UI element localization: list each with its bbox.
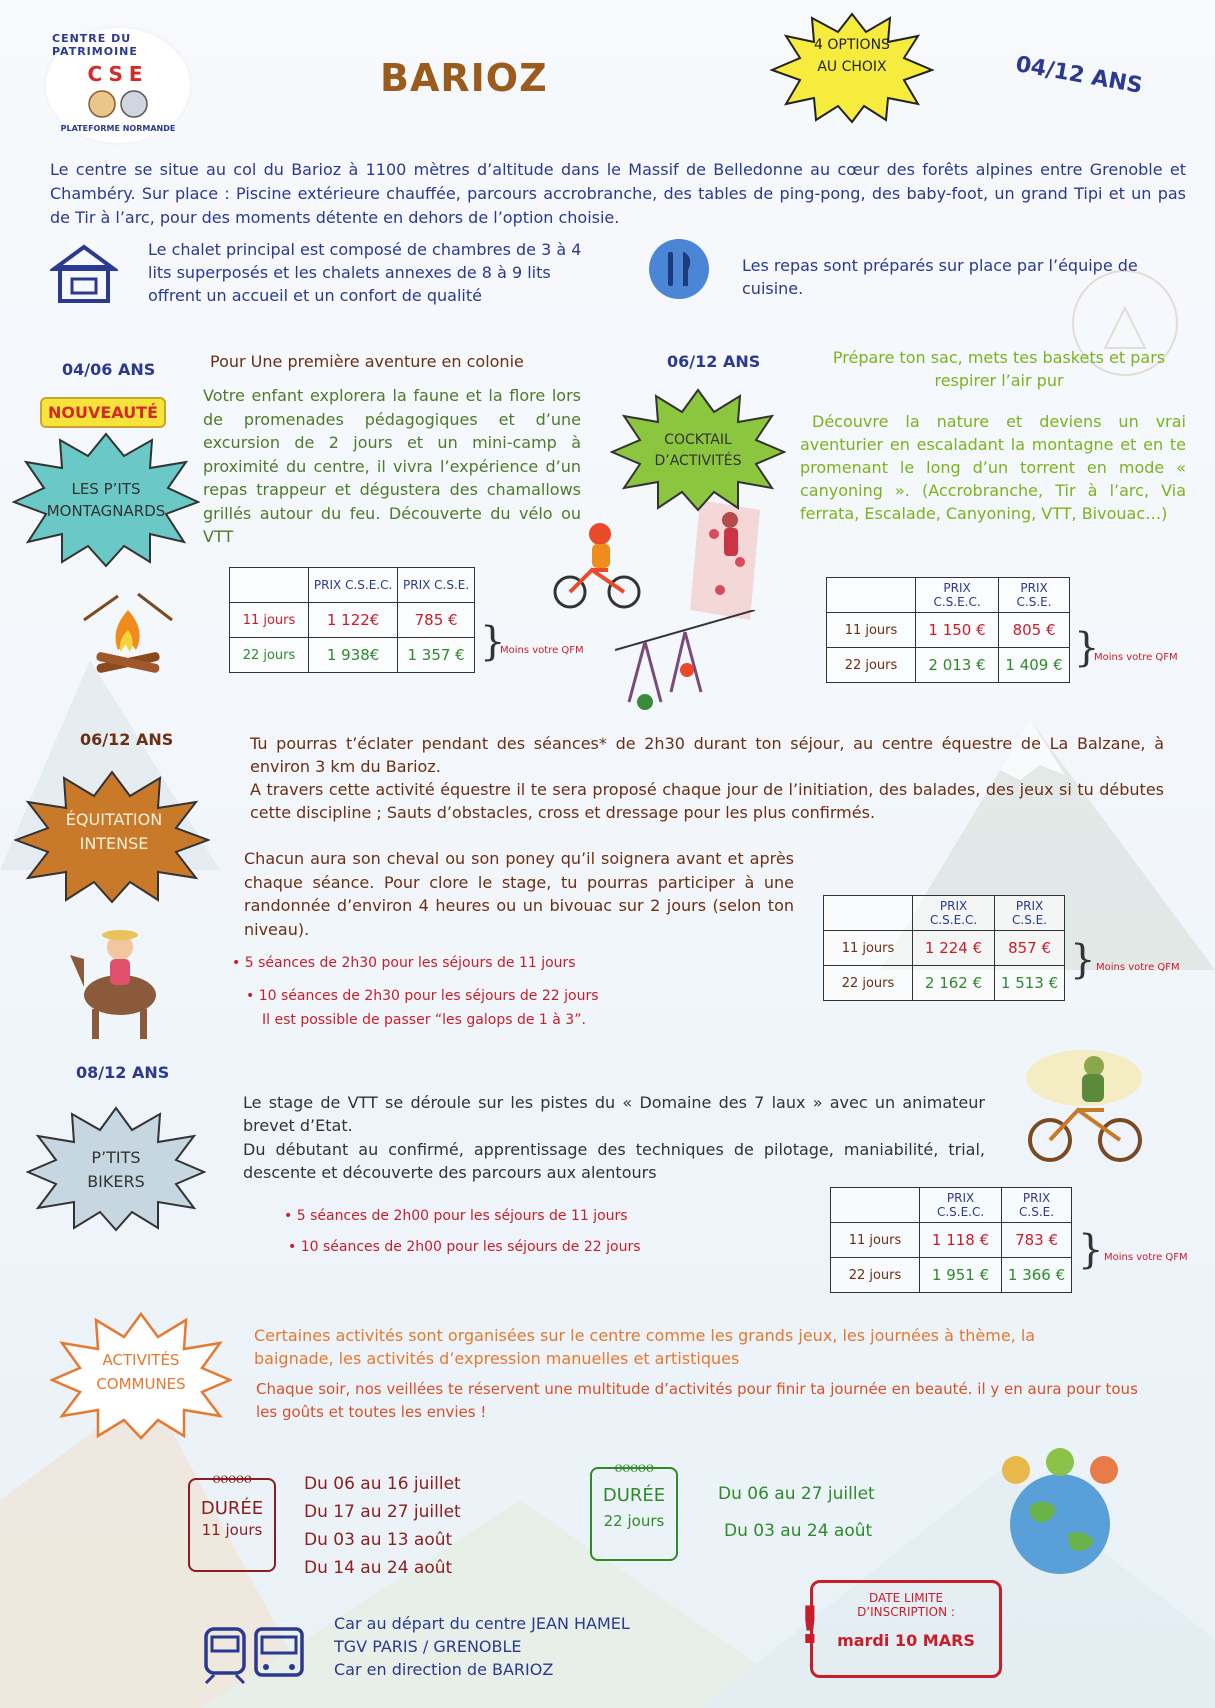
mountain-biker-illustration: [1020, 1048, 1148, 1166]
bikers-qfm: Moins votre QFM: [1104, 1252, 1188, 1263]
bikers-text-2: Du débutant au confirmé, apprentissage des techniques de pilotage, maniabilité, trial, descente et découverte des parcours aux alentours: [243, 1140, 985, 1182]
options-badge-line2: AU CHOIX: [817, 59, 887, 75]
climber-illustration: [690, 500, 770, 620]
table-row: [824, 966, 1065, 1001]
row-label: 11 jours: [824, 931, 913, 966]
price-csec: 1 150 €: [916, 613, 999, 648]
col-header-cse: PRIX C.S.E.: [999, 578, 1070, 613]
date-11-2: Du 17 au 27 juillet: [304, 1502, 461, 1522]
utensils-icon: [648, 238, 710, 300]
table-row: [824, 931, 1065, 966]
communes-label-2: COMMUNES: [96, 1375, 186, 1393]
row-label: 22 jours: [230, 638, 309, 673]
table-row: [827, 648, 1070, 683]
date-11-4: Du 14 au 24 août: [304, 1558, 453, 1578]
price-csec: 2 162 €: [913, 966, 995, 1001]
communes-label-1: ACTIVITÉS: [102, 1351, 180, 1369]
equitation-bullet-1: • 5 séances de 2h30 pour les séjours de 11 jours: [232, 955, 576, 971]
row-label: 11 jours: [827, 613, 916, 648]
table-row: [230, 638, 475, 673]
col-header-cse: PRIX C.S.E.: [1002, 1188, 1072, 1223]
logo-arc-text: CENTRE DU PATRIMOINE: [52, 32, 138, 58]
row-label: 22 jours: [824, 966, 913, 1001]
new-badge: NOUVEAUTÉ: [40, 397, 166, 428]
lodging-text: Le chalet principal est composé de chambres de 3 à 4 lits superposés et les chalets annexes de 8 à 9 lits offrent un accueil et un confort de qualité: [148, 240, 582, 305]
equitation-text-2: A travers cette activité équestre il te sera proposé chaque jour de l’initiation, des balades, des jeux si tu débutes cette discipline ; Sauts d’obstacles, cross et dressage pour les plus confirmés.: [250, 780, 1164, 822]
equitation-brace: }: [1070, 937, 1096, 983]
montagnards-brace: }: [480, 619, 506, 665]
table-row: [831, 1188, 1072, 1223]
calendar-rings-icon: ⲟⲟⲟⲟⲟ: [212, 1468, 252, 1487]
zipline-illustration: [615, 610, 755, 720]
col-header-cse: PRIX C.S.E.: [995, 896, 1065, 931]
logo-mascots-icon: [84, 86, 154, 122]
deadline-title-2: D’INSCRIPTION :: [857, 1605, 955, 1619]
date-22-2: Du 03 au 24 août: [724, 1521, 873, 1541]
logo-sub-text: PLATEFORME NORMANDE: [60, 124, 176, 133]
horse-rider-illustration: [64, 925, 176, 1043]
price-csec: 2 013 €: [916, 648, 999, 683]
montagnards-age: 04/06 ANS: [62, 360, 156, 379]
table-row: [831, 1223, 1072, 1258]
price-cse: 1 366 €: [1002, 1258, 1072, 1293]
meals-text: Les repas sont préparés sur place par l’équipe de cuisine.: [742, 256, 1138, 298]
page-title: BARIOZ: [380, 56, 548, 100]
transport-line-1: Car au départ du centre JEAN HAMEL: [334, 1614, 630, 1633]
train-bus-icon: [202, 1625, 306, 1685]
deadline-date: mardi 10 MARS: [837, 1631, 975, 1650]
bikers-text-1: Le stage de VTT se déroule sur les pistes du « Domaine des 7 laux » avec un animateur brevet d’Etat.: [243, 1093, 985, 1135]
exclamation-icon: !: [798, 1596, 822, 1656]
equitation-qfm: Moins votre QFM: [1096, 962, 1180, 973]
price-cse: 805 €: [999, 613, 1070, 648]
bikers-age: 08/12 ANS: [76, 1063, 170, 1082]
duration-11-title: DURÉE: [200, 1498, 264, 1519]
logo-letters: CSE: [87, 62, 149, 86]
price-csec: 1 118 €: [920, 1223, 1002, 1258]
equitation-bullet-2: • 10 séances de 2h30 pour les séjours de 22 jours: [246, 988, 599, 1004]
price-csec: 1 122€: [309, 603, 398, 638]
deadline-box: [810, 1580, 1002, 1678]
montagnards-text: Votre enfant explorera la faune et la flore lors de promenades pédagogiques et d’une excursion de 2 jours et un mini-camp à proximité du centre, il vivra l’expérience d’un repas trappeur et dégustera des chamallows grillés autour du feu. Découverte du vélo ou VTT: [203, 386, 581, 546]
bikers-bullet-2: • 10 séances de 2h00 pour les séjours de 22 jours: [288, 1239, 641, 1255]
montagnards-tagline: Pour Une première aventure en colonie: [210, 352, 524, 371]
cocktail-qfm: Moins votre QFM: [1094, 652, 1178, 663]
bikers-brace: }: [1078, 1227, 1104, 1273]
price-cse: 1 357 €: [398, 638, 475, 673]
row-label: 11 jours: [831, 1223, 920, 1258]
montagnards-label-1: LES P’ITS: [71, 480, 141, 498]
equitation-price-table: [823, 895, 1065, 1001]
cocktail-tagline: Prépare ton sac, mets tes baskets et pars respirer l’air pur: [832, 348, 1166, 390]
row-label: 22 jours: [831, 1258, 920, 1293]
table-row: [831, 1258, 1072, 1293]
equitation-bullet-2b: Il est possible de passer “les galops de 1 à 3”.: [262, 1012, 586, 1028]
earth-tree-illustration: [986, 1448, 1136, 1576]
options-badge-line1: 4 OPTIONS: [814, 37, 890, 53]
bikers-label-1: P’TITS: [91, 1148, 141, 1167]
equitation-text-1: Tu pourras t’éclater pendant des séances* de 2h30 durant ton séjour, au centre équestre de La Balzane, à environ 3 km du Barioz.: [250, 734, 1164, 776]
price-cse: 1 513 €: [995, 966, 1065, 1001]
col-header-csec: PRIX C.S.E.C.: [309, 568, 398, 603]
col-header-csec: PRIX C.S.E.C.: [916, 578, 999, 613]
cocktail-age: 06/12 ANS: [667, 352, 761, 371]
intro-text: Le centre se situe au col du Barioz à 1100 mètres d’altitude dans le Massif de Belledonne au cœur des forêts alpines entre Grenoble et Chambéry. Sur place : Piscine extérieure chauffée, parcours accrobranche, des tables de ping-pong, des baby-foot, un grand Tipi et un pas de Tir à l’arc, pour des moments détente en dehors de l’option choisie.: [50, 160, 1186, 227]
date-22-1: Du 06 au 27 juillet: [718, 1484, 875, 1504]
montagnards-label-2: MONTAGNARDS: [46, 502, 166, 520]
duration-22-calendar: [590, 1457, 678, 1561]
equitation-age: 06/12 ANS: [80, 730, 174, 749]
equitation-label-2: INTENSE: [79, 834, 149, 853]
duration-22-title: DURÉE: [602, 1485, 666, 1506]
transport-line-2: TGV PARIS / GRENOBLE: [334, 1637, 522, 1656]
header-age-range: 04/12 ANS: [1013, 52, 1145, 99]
cocktail-label-2: D’ACTIVITÉS: [654, 453, 742, 469]
price-cse: 785 €: [398, 603, 475, 638]
house-icon: [50, 243, 118, 305]
col-header-csec: PRIX C.S.E.C.: [920, 1188, 1002, 1223]
price-csec: 1 224 €: [913, 931, 995, 966]
cse-logo: [46, 28, 190, 143]
child-bike-illustration: [552, 520, 644, 612]
cocktail-price-table: [826, 577, 1070, 683]
bikers-bullet-1: • 5 séances de 2h00 pour les séjours de 11 jours: [284, 1208, 628, 1224]
deadline-title-1: DATE LIMITE: [868, 1591, 944, 1605]
price-csec: 1 938€: [309, 638, 398, 673]
table-row: [230, 568, 475, 603]
price-cse: 857 €: [995, 931, 1065, 966]
communes-text-2: Chaque soir, nos veillées te réservent une multitude d’activités pour finir ta journée en beauté. il y en aura pour tous les goûts et toutes les envies !: [256, 1380, 1138, 1421]
date-11-1: Du 06 au 16 juillet: [304, 1474, 461, 1494]
duration-11-calendar: [188, 1468, 276, 1572]
table-row: [827, 613, 1070, 648]
duration-11-days: 11 jours: [201, 1521, 263, 1539]
price-cse: 783 €: [1002, 1223, 1072, 1258]
price-csec: 1 951 €: [920, 1258, 1002, 1293]
price-cse: 1 409 €: [999, 648, 1070, 683]
equitation-text-3: Chacun aura son cheval ou son poney qu’il soignera avant et après chaque séance. Pour clore le stage, tu pourras participer à une randonnée d’environ 4 heures ou un bivouac sur 2 jours (selon ton niveau).: [244, 849, 794, 939]
equitation-label-1: ÉQUITATION: [65, 810, 163, 829]
col-header-csec: PRIX C.S.E.C.: [913, 896, 995, 931]
cocktail-label-1: COCKTAIL: [664, 432, 732, 448]
duration-22-days: 22 jours: [603, 1512, 665, 1530]
date-11-3: Du 03 au 13 août: [304, 1530, 453, 1550]
cocktail-brace: }: [1074, 625, 1100, 671]
bikers-label-2: BIKERS: [87, 1172, 145, 1191]
table-row: [827, 578, 1070, 613]
row-label: 11 jours: [230, 603, 309, 638]
bikers-price-table: [830, 1187, 1072, 1293]
table-row: [230, 603, 475, 638]
row-label: 22 jours: [827, 648, 916, 683]
campfire-icon: [78, 590, 178, 686]
col-header-cse: PRIX C.S.E.: [398, 568, 475, 603]
transport-line-3: Car en direction de BARIOZ: [334, 1660, 554, 1679]
montagnards-qfm: Moins votre QFM: [500, 645, 584, 656]
cocktail-text: Découvre la nature et deviens un vrai aventurier en escaladant la montagne et en te promenant le long d’un torrent en mode « canyoning ». (Accrobranche, Tir à l’arc, Via ferrata, Escalade, Canyoning, VTT, Bivouac…): [800, 412, 1186, 523]
table-row: [824, 896, 1065, 931]
calendar-rings-icon: ⲟⲟⲟⲟⲟ: [614, 1457, 654, 1476]
montagnards-price-table: [229, 567, 475, 673]
communes-text-1: Certaines activités sont organisées sur le centre comme les grands jeux, les journées à thème, la baignade, les activités d’expression manuelles et artistiques: [254, 1326, 1036, 1368]
